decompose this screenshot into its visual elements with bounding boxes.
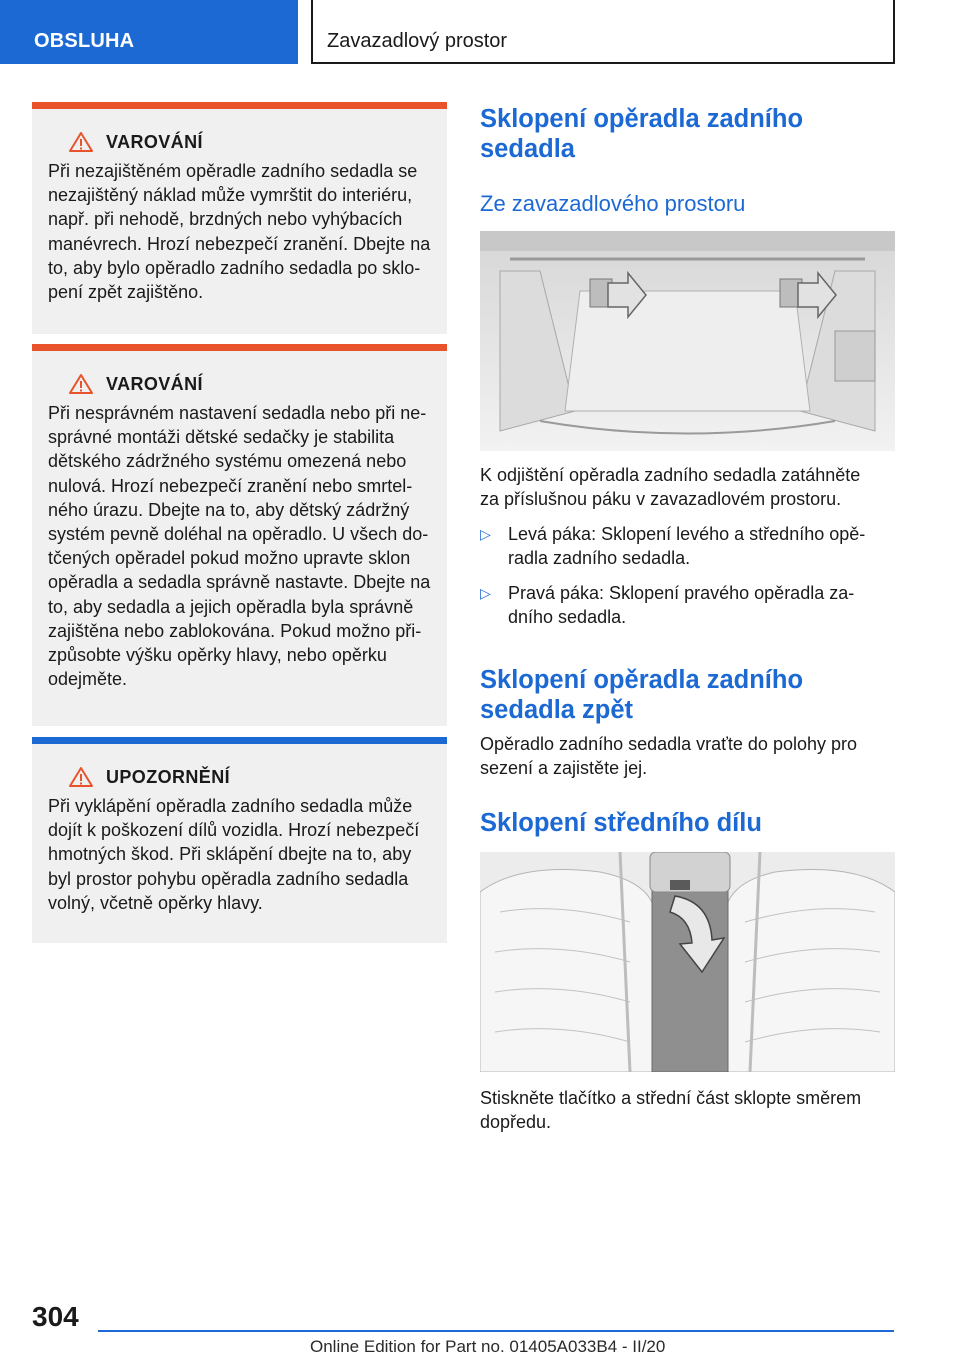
section-title-unfold: Sklopení opěradla zadního sedadla zpět: [480, 666, 804, 724]
header-section-label: OBSLUHA: [34, 30, 135, 52]
footer-edition: Online Edition for Part no. 01405A033B4 - II/20: [310, 1337, 666, 1356]
warning-triangle-icon: [68, 766, 94, 788]
triangle-bullet-icon: ▷: [480, 585, 491, 601]
warning-text-1: Při nezajištěném opěradle zadního sedadla se nezajištěný náklad může vymrštit do interiéru, např. při nehodě, brzdných nebo vyhýbacích manévrech. Hrozí nebezpečí zranění. Dbejte na to, aby bylo opěradlo zadního sedadla po sklo‐ pení zpět zajištěno.: [48, 161, 431, 303]
notice-box: [32, 737, 447, 943]
section-subtitle-trunk: Ze zavazadlového prostoru: [480, 191, 746, 216]
section-title-middle: Sklopení středního dílu: [480, 809, 762, 837]
triangle-bullet-icon: ▷: [480, 526, 491, 542]
page-number: 304: [32, 1301, 79, 1332]
header-section-tab: [0, 0, 298, 64]
notice-text: Při vyklápění opěradla zadního sedadla může dojít k poškození dílů vozidla. Hrozí nebezpečí hmotných škod. Při sklápění dbejte na to, aby byl prostor pohybu opěradla zadního sedadla volný, včetně opěrky hlavy.: [48, 796, 420, 913]
warning-triangle-icon: [68, 131, 94, 153]
fold-intro-text: K odjištění opěradla zadního sedadla zatáhněte za příslušnou páku v zavazadlovém prostoru.: [480, 465, 861, 509]
warning-title-2: VAROVÁNÍ: [68, 373, 433, 395]
unfold-text: Opěradlo zadního sedadla vraťte do polohy pro sezení a zajistěte jej.: [480, 734, 858, 778]
seat-illustration: [480, 852, 895, 1072]
warning-box-1: [32, 102, 447, 334]
warning-triangle-icon: [68, 373, 94, 395]
footer-divider: [98, 1330, 894, 1332]
bullet-right-lever: ▷ Pravá páka: Sklopení pravého opěradla za‐ dního sedadla.: [480, 583, 855, 627]
warning-box-2: [32, 344, 447, 726]
trunk-illustration: [480, 231, 895, 451]
middle-text: Stiskněte tlačítko a střední část sklopte směrem dopředu.: [480, 1088, 862, 1132]
section-title-fold: Sklopení opěradla zadního sedadla: [480, 105, 804, 163]
header-chapter-label: Zavazadlový prostor: [327, 30, 508, 52]
header-chapter-box: [311, 0, 895, 64]
warning-text-2: Při nesprávném nastavení sedadla nebo při ne‐ správné montáži dětské sedačky je stabilita dětského zádržného systému omezená nebo nulová. Hrozí nebezpečí zranění nebo smrtel‐ ného úrazu. Dbejte na to, aby dětský zádržný systém pevně doléhal na opěradlo. U všech do‐ tčených opěradel pokud možno upravte sklon opěradla a sedadla správně nastavte. Dbejte na to, aby sedadla a jejich opěradla byla správně zajištěna nebo zablokována. Pokud možno při‐ způsobte výšku opěrky hlavy, nebo opěrku odejměte.: [48, 403, 431, 690]
notice-title: UPOZORNĚNÍ: [68, 766, 433, 788]
warning-title-1: VAROVÁNÍ: [68, 131, 433, 153]
bullet-left-lever: ▷ Levá páka: Sklopení levého a středního opě‐ radla zadního sedadla.: [480, 524, 866, 568]
